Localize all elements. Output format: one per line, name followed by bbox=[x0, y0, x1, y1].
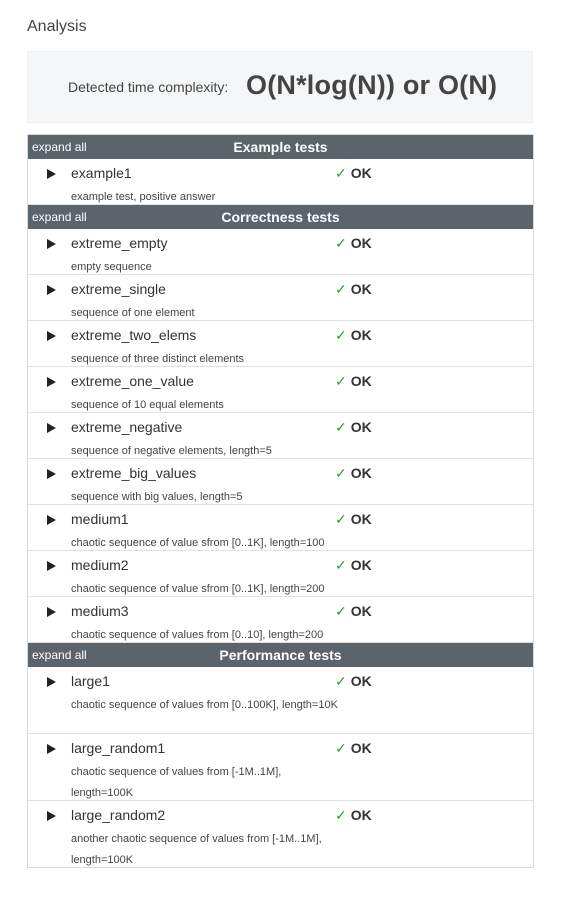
result-label: OK bbox=[350, 419, 372, 435]
test-row[interactable] bbox=[28, 734, 533, 801]
test-result bbox=[335, 807, 372, 824]
test-row[interactable] bbox=[28, 505, 533, 551]
result-label: OK bbox=[350, 673, 372, 689]
test-description: chaotic sequence of values from [0..100K], length=10K bbox=[71, 699, 338, 711]
check-icon: ✓ bbox=[335, 419, 347, 435]
test-name: medium3 bbox=[71, 603, 129, 619]
test-description: another chaotic sequence of values from [-1M..1M], length=100K bbox=[71, 833, 322, 866]
group-header bbox=[28, 643, 533, 667]
test-row[interactable] bbox=[28, 159, 533, 205]
group-title: Correctness tests bbox=[221, 209, 340, 225]
expand-triangle-icon[interactable] bbox=[47, 469, 56, 479]
test-result bbox=[335, 419, 372, 436]
check-icon: ✓ bbox=[335, 673, 347, 689]
test-result bbox=[335, 740, 372, 757]
test-name: extreme_single bbox=[71, 281, 166, 297]
test-name: extreme_negative bbox=[71, 419, 183, 435]
result-label: OK bbox=[350, 327, 372, 343]
test-description: chaotic sequence of value sfrom [0..1K], length=100 bbox=[71, 537, 325, 549]
test-name: extreme_big_values bbox=[71, 465, 197, 481]
expand-triangle-icon[interactable] bbox=[47, 811, 56, 821]
result-label: OK bbox=[350, 740, 372, 756]
test-description: example test, positive answer bbox=[71, 191, 216, 203]
expand-triangle-icon[interactable] bbox=[47, 239, 56, 249]
test-result bbox=[335, 281, 372, 298]
result-label: OK bbox=[350, 235, 372, 251]
test-row[interactable] bbox=[28, 229, 533, 275]
expand-triangle-icon[interactable] bbox=[47, 677, 56, 687]
check-icon: ✓ bbox=[335, 373, 347, 389]
test-row[interactable] bbox=[28, 413, 533, 459]
group-header bbox=[28, 135, 533, 159]
test-name: extreme_one_value bbox=[71, 373, 194, 389]
test-name: extreme_empty bbox=[71, 235, 168, 251]
test-result bbox=[335, 673, 372, 690]
expand-triangle-icon[interactable] bbox=[47, 561, 56, 571]
test-row[interactable] bbox=[28, 367, 533, 413]
check-icon: ✓ bbox=[335, 603, 347, 619]
test-row[interactable] bbox=[28, 551, 533, 597]
expand-triangle-icon[interactable] bbox=[47, 515, 56, 525]
result-label: OK bbox=[350, 511, 372, 527]
test-row[interactable] bbox=[28, 275, 533, 321]
test-description: chaotic sequence of values from [-1M..1M], length=100K bbox=[71, 766, 282, 799]
test-result bbox=[335, 327, 372, 344]
check-icon: ✓ bbox=[335, 281, 347, 297]
test-row[interactable] bbox=[28, 321, 533, 367]
test-result bbox=[335, 465, 372, 482]
result-label: OK bbox=[350, 557, 372, 573]
expand-triangle-icon[interactable] bbox=[47, 423, 56, 433]
result-label: OK bbox=[350, 165, 372, 181]
expand-triangle-icon[interactable] bbox=[47, 169, 56, 179]
check-icon: ✓ bbox=[335, 807, 347, 823]
test-result bbox=[335, 373, 372, 390]
check-icon: ✓ bbox=[335, 327, 347, 343]
check-icon: ✓ bbox=[335, 511, 347, 527]
expand-triangle-icon[interactable] bbox=[47, 607, 56, 617]
tests-table bbox=[27, 134, 534, 868]
result-label: OK bbox=[350, 373, 372, 389]
test-row[interactable] bbox=[28, 667, 533, 734]
test-result bbox=[335, 165, 372, 182]
expand-all-link[interactable]: expand all bbox=[32, 648, 87, 662]
test-row[interactable] bbox=[28, 801, 533, 867]
complexity-label: Detected time complexity: bbox=[68, 79, 229, 95]
test-result bbox=[335, 235, 372, 252]
test-description: chaotic sequence of value sfrom [0..1K], length=200 bbox=[71, 583, 325, 595]
result-label: OK bbox=[350, 807, 372, 823]
group-title: Performance tests bbox=[219, 647, 342, 663]
test-result bbox=[335, 511, 372, 528]
complexity-box bbox=[27, 51, 533, 123]
test-name: medium2 bbox=[71, 557, 129, 573]
test-name: example1 bbox=[71, 165, 132, 181]
test-row[interactable] bbox=[28, 597, 533, 643]
test-row[interactable] bbox=[28, 459, 533, 505]
check-icon: ✓ bbox=[335, 557, 347, 573]
check-icon: ✓ bbox=[335, 165, 347, 181]
test-name: extreme_two_elems bbox=[71, 327, 197, 343]
test-description: sequence of three distinct elements bbox=[71, 353, 245, 365]
test-description: sequence of 10 equal elements bbox=[71, 399, 224, 411]
test-result bbox=[335, 603, 372, 620]
test-description: sequence of one element bbox=[71, 307, 195, 319]
expand-triangle-icon[interactable] bbox=[47, 285, 56, 295]
group-title: Example tests bbox=[233, 139, 328, 155]
test-description: chaotic sequence of values from [0..10], length=200 bbox=[71, 629, 324, 641]
test-description: empty sequence bbox=[71, 261, 152, 273]
test-name: large_random1 bbox=[71, 740, 166, 756]
expand-triangle-icon[interactable] bbox=[47, 331, 56, 341]
test-description: sequence of negative elements, length=5 bbox=[71, 445, 272, 457]
expand-all-link[interactable]: expand all bbox=[32, 210, 87, 224]
test-name: large_random2 bbox=[71, 807, 166, 823]
result-label: OK bbox=[350, 465, 372, 481]
result-label: OK bbox=[350, 281, 372, 297]
expand-triangle-icon[interactable] bbox=[47, 377, 56, 387]
complexity-value: O(N*log(N)) or O(N) bbox=[246, 70, 498, 100]
expand-all-link[interactable]: expand all bbox=[32, 140, 87, 154]
expand-triangle-icon[interactable] bbox=[47, 744, 56, 754]
group-header bbox=[28, 205, 533, 229]
test-name: medium1 bbox=[71, 511, 129, 527]
check-icon: ✓ bbox=[335, 465, 347, 481]
test-result bbox=[335, 557, 372, 574]
test-description: sequence with big values, length=5 bbox=[71, 491, 243, 503]
result-label: OK bbox=[350, 603, 372, 619]
test-name: large1 bbox=[71, 673, 110, 689]
check-icon: ✓ bbox=[335, 740, 347, 756]
analysis-title: Analysis bbox=[27, 18, 87, 35]
check-icon: ✓ bbox=[335, 235, 347, 251]
